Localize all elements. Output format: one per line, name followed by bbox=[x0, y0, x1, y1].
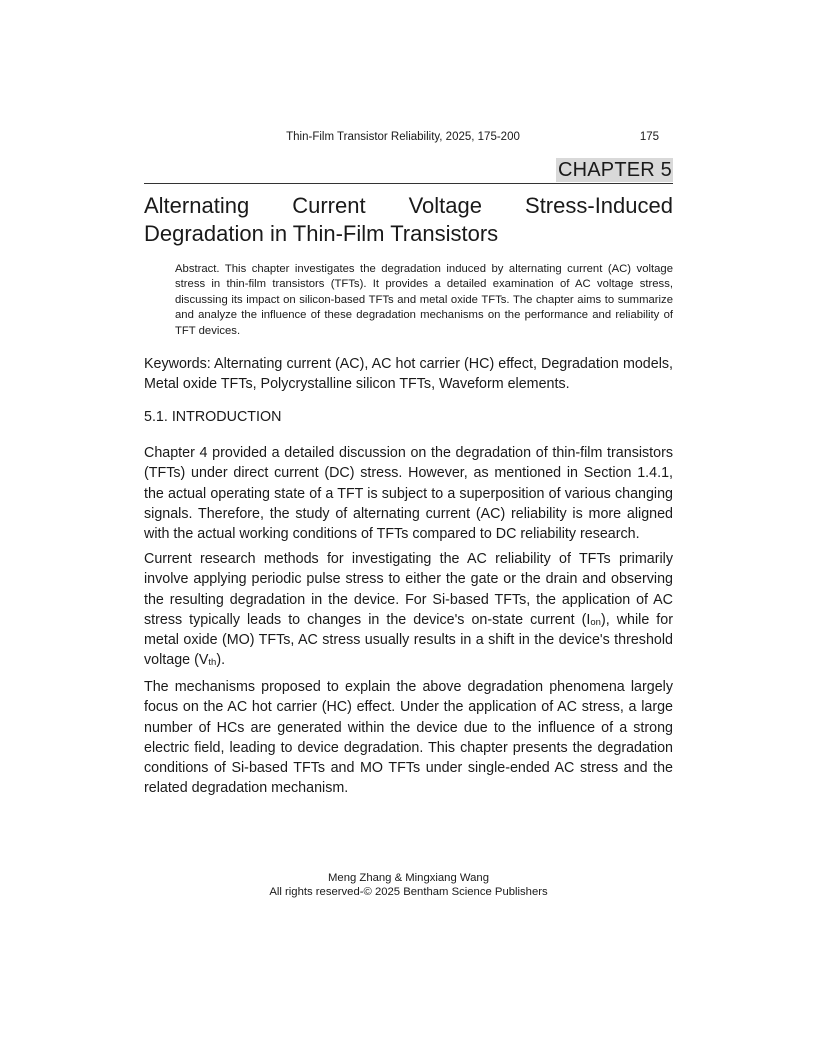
keywords bbox=[144, 354, 673, 394]
paragraph-3: The mechanisms proposed to explain the above degradation phenomena largely focus on the AC hot carrier (HC) effect. Under the application of AC stress, a large number of HCs are generated within the device due to the influence of a strong electric field, leading to device degradation. This chapter presents the degradation conditions of Si-based TFTs and MO TFTs under single-ended AC stress and the related degradation mechanism. bbox=[144, 679, 673, 797]
chapter-label: CHAPTER 5 bbox=[557, 159, 672, 181]
abstract-text: This chapter investigates the degradation induced by alternating current (AC) voltage stress in thin-film transistors (TFTs). It provides a detailed examination of AC voltage stress, discussing its impact on silicon-based TFTs and metal oxide TFTs. The chapter aims to summarize and analyze the influence of these degradation mechanisms on the performance and reliability of TFT devices. bbox=[175, 263, 673, 337]
ion-subscript: on bbox=[590, 616, 601, 628]
page-number: 175 bbox=[639, 131, 659, 143]
keywords-label: Keywords: bbox=[144, 356, 211, 372]
chapter-title: Alternating Current Voltage Stress-Induced Degradation in Thin-Film Transistors bbox=[144, 193, 673, 246]
paragraph-2 bbox=[144, 549, 673, 671]
paragraph-2-text-a: Current research methods for investigating the AC reliability of TFTs primarily involve applying periodic pulse stress to either the gate or the drain and observing the resulting degradation in the device. For Si-based TFTs, the application of AC stress typically leads to changes in the device's on-state current (I bbox=[144, 551, 673, 628]
running-head bbox=[144, 131, 673, 147]
footer-rights: All rights reserved-© 2025 Bentham Science Publishers bbox=[269, 886, 548, 898]
keywords-text: Alternating current (AC), AC hot carrier (HC) effect, Degradation models, Metal oxide TFTs, Polycrystalline silicon TFTs, Waveform elements. bbox=[144, 356, 674, 392]
abstract bbox=[175, 262, 673, 339]
chapter-divider bbox=[144, 183, 673, 184]
section-heading: 5.1. INTRODUCTION bbox=[144, 409, 282, 425]
abstract-label: Abstract. bbox=[175, 263, 220, 275]
paragraph-1: Chapter 4 provided a detailed discussion on the degradation of thin-film transistors (TFTs) under direct current (DC) stress. However, as mentioned in Section 1.4.1, the actual operating state of a TFT is subject to a superposition of various changing signals. Therefore, the study of alternating current (AC) reliability is more aligned with the actual working conditions of TFTs compared to DC reliability research. bbox=[144, 445, 673, 543]
vth-subscript: th bbox=[208, 657, 217, 669]
paragraph-2-text-c: ). bbox=[216, 652, 226, 669]
journal-citation: Thin-Film Transistor Reliability, 2025, 175-200 bbox=[286, 131, 520, 143]
footer-authors: Meng Zhang & Mingxiang Wang bbox=[328, 872, 489, 884]
paragraph-2-text-b: ), while for metal oxide (MO) TFTs, AC stress usually results in a shift in the device's threshold voltage (V bbox=[144, 611, 673, 669]
